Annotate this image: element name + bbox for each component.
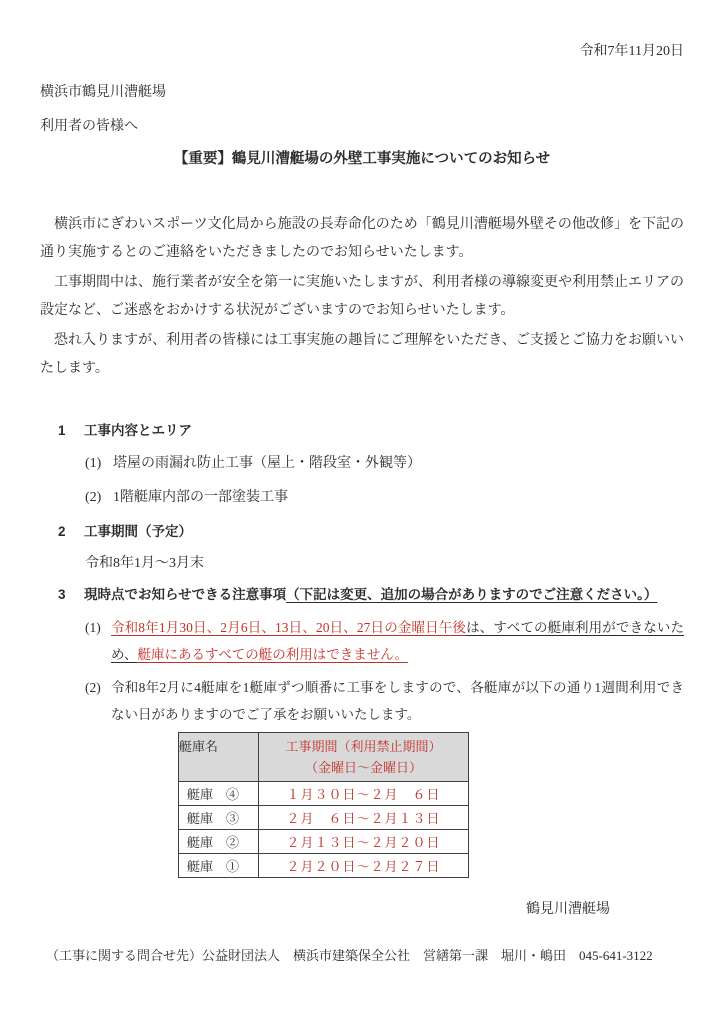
table-header-row [179,733,469,782]
section1-heading-label: 工事内容とエリア [84,423,192,438]
boathouse-name: 艇庫 ② [179,830,259,854]
section3-heading [40,585,684,605]
section1-item-2-marker: (2) [85,490,102,505]
construction-period: 令和8年1月～3月末 [85,556,204,571]
section1-heading [40,421,684,441]
document-title: 【重要】鶴見川漕艇場の外壁工事実施についてのお知らせ [173,151,551,167]
notice-item-1-text: 令和8年1月30日、2月6日、13日、20日、27日の金曜日午後は、すべての艇庫利用ができないため、艇庫にあるすべての艇の利用はできません。 [111,620,685,662]
boat-unavailable-text: 艇庫にあるすべての艇の利用はできません。 [137,647,409,662]
notice-item-1-marker: (1) [85,620,101,635]
boathouse-name: 艇庫 ④ [179,782,259,806]
section1-item-1 [85,452,684,476]
section3-heading-label: 現時点でお知らせできる注意事項（下記は変更、追加の場合がありますのでご注意ください。） [84,587,658,602]
closure-period: ２月 ６日～２月１３日 [259,806,469,830]
table-row [179,782,469,806]
section1-item-1-text: 塔屋の雨漏れ防止工事（屋上・階段室・外観等） [113,456,421,471]
contact-line: （工事に関する問合せ先）公益財団法人 横浜市建築保全公社 営繕第一課 堀川・嶋田 045-641-3122 [46,948,653,963]
boathouse-name: 艇庫 ① [179,854,259,878]
section1-item-2-text: 1階艇庫内部の一部塗装工事 [113,490,288,505]
section1-number: 1 [58,423,66,438]
section1-item-2 [85,486,684,510]
closure-period: ２月２０日～２月２７日 [259,854,469,878]
section3-heading-note: （下記は変更、追加の場合がありますのでご注意ください。） [286,587,658,602]
closure-period: １月３０日～２月 ６日 [259,782,469,806]
intro-paragraph-3: 恐れ入りますが、利用者の皆様には工事実施の趣旨にご理解をいただき、ご支援とご協力をお願いいたします。 [40,333,684,376]
sender-line: 横浜市鶴見川漕艇場 [40,85,166,100]
section1-item-1-marker: (1) [85,456,102,471]
section2-heading-label: 工事期間（予定） [84,524,192,539]
table-header-boathouse: 艇庫名 [179,733,259,782]
notice-item-2-marker: (2) [85,680,101,695]
boathouse-name: 艇庫 ③ [179,806,259,830]
document-date: 令和7年11月20日 [579,44,684,59]
table-row [179,854,469,878]
intro-paragraph-2: 工事期間中は、施行業者が安全を第一に実施いたしますが、利用者様の導線変更や利用禁止エリアの設定など、ご迷惑をおかけする状況がございますのでお知らせいたします。 [40,275,684,318]
notice-item-2-text: 令和8年2月に4艇庫を1艇庫ずつ順番に工事をしますので、各艇庫が以下の通り1週間利用できない日がありますのでご了承をお願いいたします。 [111,680,684,722]
signature: 鶴見川漕艇場 [526,902,610,917]
recipient-line: 利用者の皆様へ [40,119,138,134]
boathouse-schedule-table [178,732,469,878]
table-header-period: 工事期間（利用禁止期間） （金曜日～金曜日） [259,733,469,782]
section2-heading [40,522,684,542]
table-row [179,830,469,854]
notice-item-2 [85,674,684,728]
section2-number: 2 [58,524,66,539]
table-row [179,806,469,830]
section3-number: 3 [58,587,66,602]
closure-dates-text: 令和8年1月30日、2月6日、13日、20日、27日の金曜日午後 [111,620,467,635]
notice-item-1 [85,614,684,668]
intro-paragraph-1: 横浜市にぎわいスポーツ文化局から施設の長寿命化のため「鶴見川漕艇場外壁その他改修」を下記の通り実施するとのご連絡をいただきましたのでお知らせいたします。 [40,217,684,260]
closure-period: ２月１３日～２月２０日 [259,830,469,854]
